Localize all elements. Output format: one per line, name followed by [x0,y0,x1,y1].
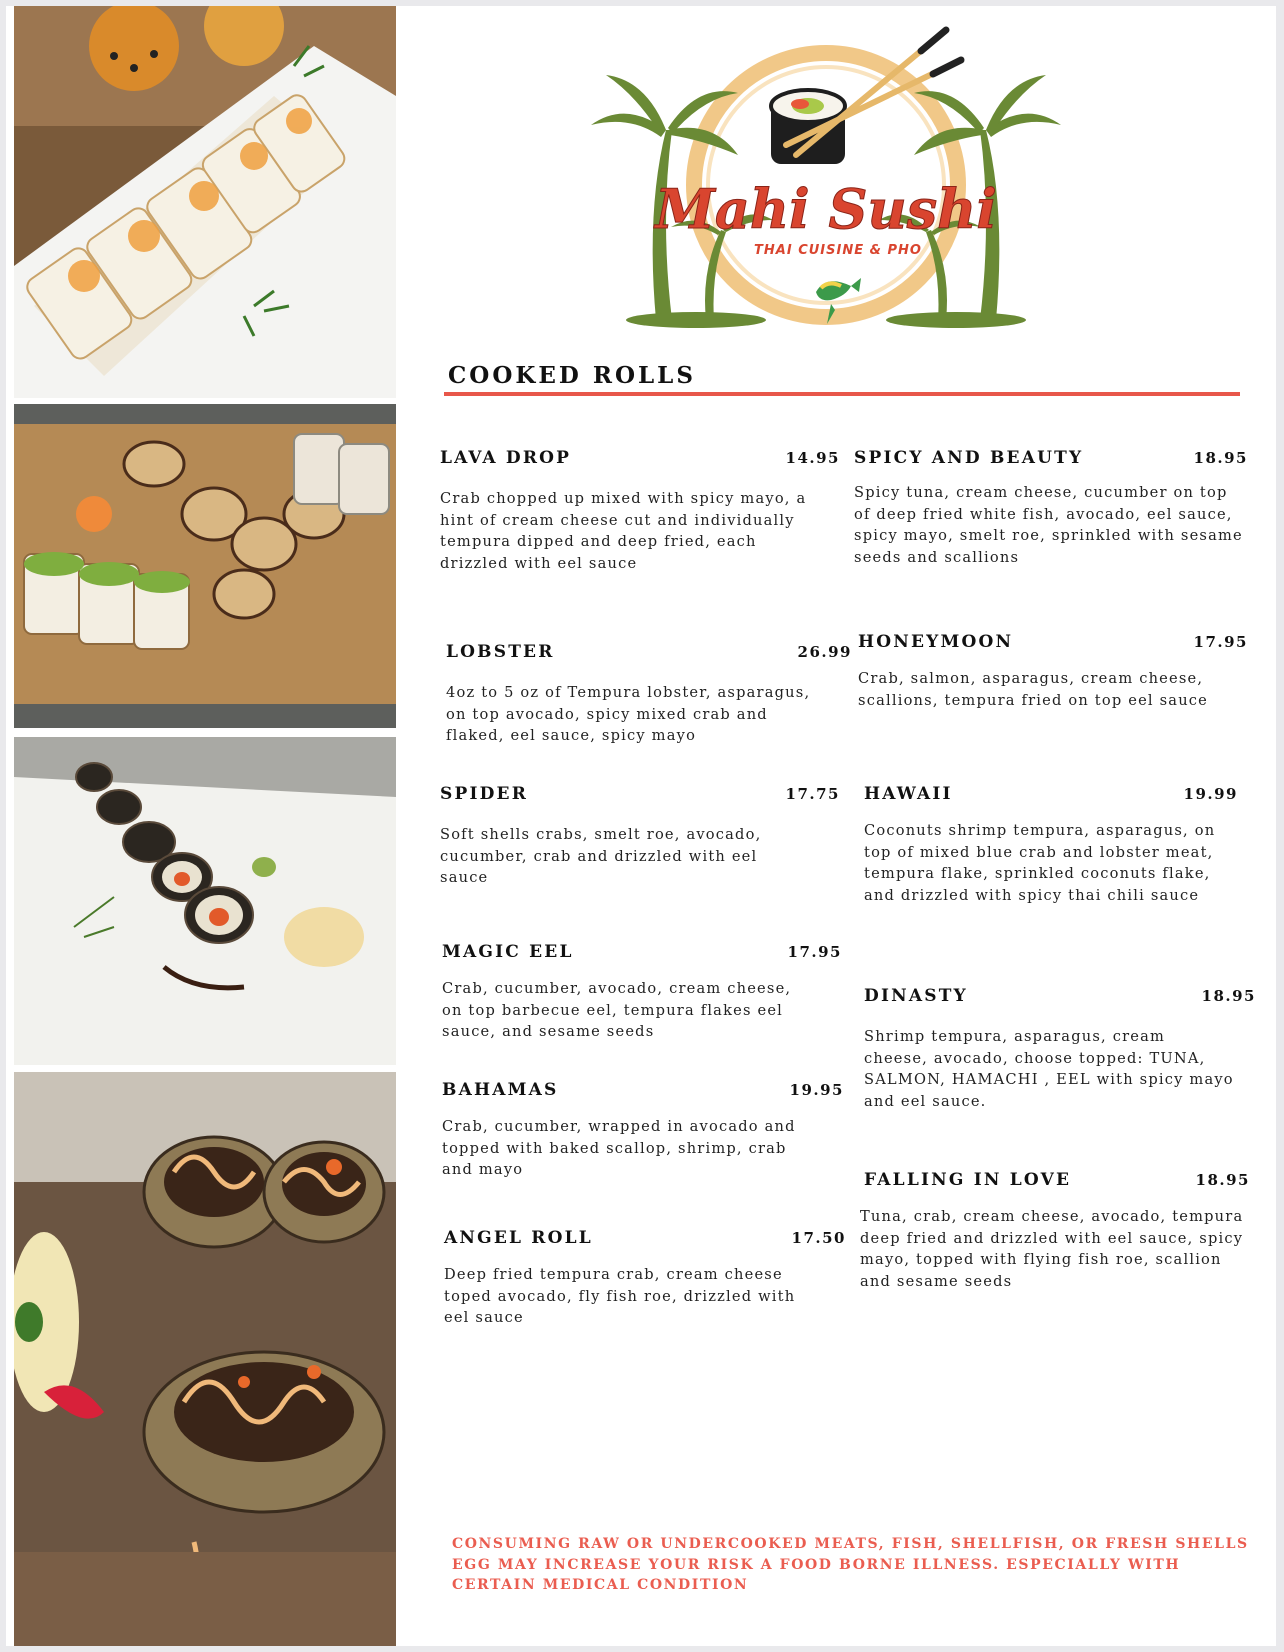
item-price: 17.95 [787,943,842,961]
item-price: 18.95 [1201,987,1256,1005]
item-description: Crab, cucumber, avocado, cream cheese, on top barbecue eel, tempura flakes eel sauce, and sesame seeds [442,980,792,1040]
item-description: Crab, salmon, asparagus, cream cheese, scallions, tempura fried on top eel sauce [858,670,1209,709]
menu-item-dinasty [864,986,1256,1112]
mahi-sushi-logo [576,20,1076,350]
sushi-photo-crispy-roll [14,6,396,398]
item-price: 17.75 [785,785,840,803]
item-description: 4oz to 5 oz of Tempura lobster, asparagus, on top avocado, spicy mixed crab and flaked, eel sauce, spicy mayo [446,684,811,744]
sushi-photo-roll-board [14,404,396,728]
menu-item-spicy-and-beauty [854,448,1248,568]
item-name: SPIDER [440,784,529,804]
menu-item-bahamas [442,1080,844,1181]
item-name: LAVA DROP [440,448,572,468]
menu-item-lobster [446,642,852,747]
item-price: 17.50 [791,1229,846,1247]
item-price: 19.95 [789,1081,844,1099]
item-price: 19.99 [1183,785,1238,803]
item-price: 14.95 [785,449,840,467]
item-description: Crab, cucumber, wrapped in avocado and topped with baked scallop, shrimp, crab and mayo [442,1118,796,1178]
menu-item-angel-roll [444,1228,846,1329]
item-price: 17.95 [1193,633,1248,651]
menu-page [6,6,1276,1646]
item-description: Spicy tuna, cream cheese, cucumber on top of deep fried white fish, avocado, eel sauce, spicy mayo, smelt roe, sprinkled with sesame seeds and scallions [854,484,1243,566]
item-name: DINASTY [864,986,968,1006]
item-name: FALLING IN LOVE [864,1170,1072,1190]
menu-item-spider [440,784,840,889]
section-divider [444,392,1240,396]
item-name: BAHAMAS [442,1080,559,1100]
item-price: 26.99 [797,643,852,661]
menu-item-honeymoon [858,632,1248,711]
section-title: COOKED ROLLS [448,362,696,389]
item-name: LOBSTER [446,642,555,662]
item-name: MAGIC EEL [442,942,574,962]
item-description: Tuna, crab, cream cheese, avocado, tempura deep fried and drizzled with eel sauce, spicy mayo, topped with flying fish roe, scallion and sesame seeds [860,1208,1244,1290]
sushi-photo-drizzled-rolls [14,1072,396,1646]
food-safety-disclaimer: CONSUMING RAW OR UNDERCOOKED MEATS, FISH, SHELLFISH, OR FRESH SHELLS EGG MAY INCREASE YOUR RISK A FOOD BORNE ILLNESS. ESPECIALLY WITH CERTAIN MEDICAL CONDITION [452,1536,1249,1593]
item-price: 18.95 [1193,449,1248,467]
item-name: SPICY AND BEAUTY [854,448,1084,468]
item-description: Crab chopped up mixed with spicy mayo, a hint of cream cheese cut and individually tempura dipped and deep fried, each drizzled with eel sauce [440,490,807,572]
item-description: Coconuts shrimp tempura, asparagus, on top of mixed blue crab and lobster meat, tempura flake, sprinkled coconuts flake, and drizzled with spicy thai chili sauce [864,822,1216,904]
menu-item-magic-eel [442,942,842,1043]
item-description: Soft shells crabs, smelt roe, avocado, cucumber, crab and drizzled with eel sauce [440,826,762,886]
item-price: 18.95 [1195,1171,1250,1189]
logo-brand-text: Mahi Sushi [655,177,997,241]
item-name: ANGEL ROLL [444,1228,593,1248]
item-name: HAWAII [864,784,953,804]
logo-tagline-text: THAI CUISINE & PHO [754,243,922,258]
sushi-photo-long-roll [14,737,396,1065]
item-description: Shrimp tempura, asparagus, cream cheese, avocado, choose topped: TUNA, SALMON, HAMACHI , EEL with spicy mayo and eel sauce. [864,1028,1234,1110]
item-description: Deep fried tempura crab, cream cheese toped avocado, fly fish roe, drizzled with eel sauce [444,1266,796,1326]
item-name: HONEYMOON [858,632,1014,652]
menu-item-falling-in-love [860,1170,1250,1292]
menu-item-hawaii [864,784,1238,906]
menu-item-lava-drop [440,448,840,574]
